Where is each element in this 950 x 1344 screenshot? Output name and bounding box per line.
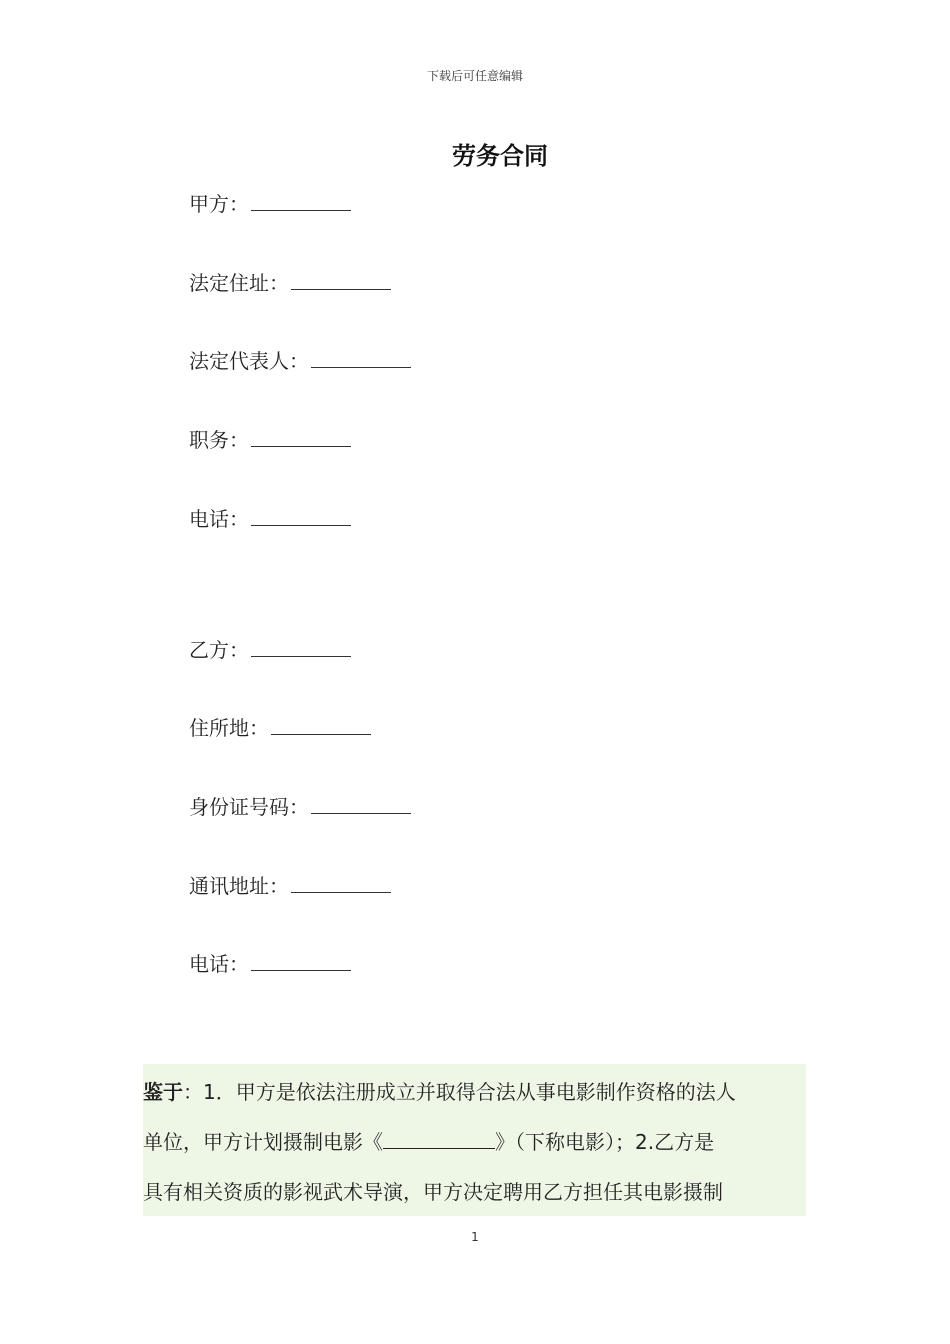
page-number: 1 (471, 1230, 479, 1244)
field-label: 职务： (189, 428, 249, 452)
field-phone-b (189, 948, 351, 977)
field-legal-address (189, 267, 391, 296)
blank-line (311, 793, 411, 814)
whereas-text: 》（下称电影）；2.乙方是 (495, 1130, 715, 1154)
whereas-paragraph (143, 1067, 806, 1217)
field-label: 身份证号码： (189, 795, 309, 819)
field-party-a (189, 188, 351, 217)
field-label: 通讯地址： (189, 874, 289, 898)
whereas-text: 单位，甲方计划摄制电影《 (143, 1130, 383, 1154)
blank-line (311, 347, 411, 368)
blank-line (251, 190, 351, 211)
field-mailing-address (189, 870, 391, 899)
blank-line (251, 426, 351, 447)
blank-line (271, 714, 371, 735)
blank-line (251, 636, 351, 657)
blank-line (291, 872, 391, 893)
whereas-text: ：1．甲方是依法注册成立并取得合法从事电影制作资格的法人 (183, 1080, 736, 1104)
field-party-b (189, 634, 351, 663)
field-label: 甲方： (189, 192, 249, 216)
paragraph-line (143, 1117, 806, 1167)
field-label: 住所地： (189, 716, 269, 740)
field-id-number (189, 791, 411, 820)
document-title: 劳务合同 (452, 142, 548, 170)
header-note: 下载后可任意编辑 (426, 69, 523, 83)
field-label: 法定代表人： (189, 349, 309, 373)
blank-line (251, 950, 351, 971)
field-phone-a (189, 503, 351, 532)
film-title-blank (383, 1128, 495, 1149)
field-label: 电话： (189, 507, 249, 531)
blank-line (291, 269, 391, 290)
field-label: 乙方： (189, 638, 249, 662)
field-position (189, 424, 351, 453)
field-label: 法定住址： (189, 271, 289, 295)
blank-line (251, 505, 351, 526)
whereas-lead: 鉴于 (143, 1080, 183, 1104)
field-label: 电话： (189, 952, 249, 976)
paragraph-line: 具有相关资质的影视武术导演，甲方决定聘用乙方担任其电影摄制 (143, 1180, 723, 1204)
paragraph-line (143, 1067, 806, 1117)
field-legal-representative (189, 345, 411, 374)
field-residence (189, 712, 371, 741)
